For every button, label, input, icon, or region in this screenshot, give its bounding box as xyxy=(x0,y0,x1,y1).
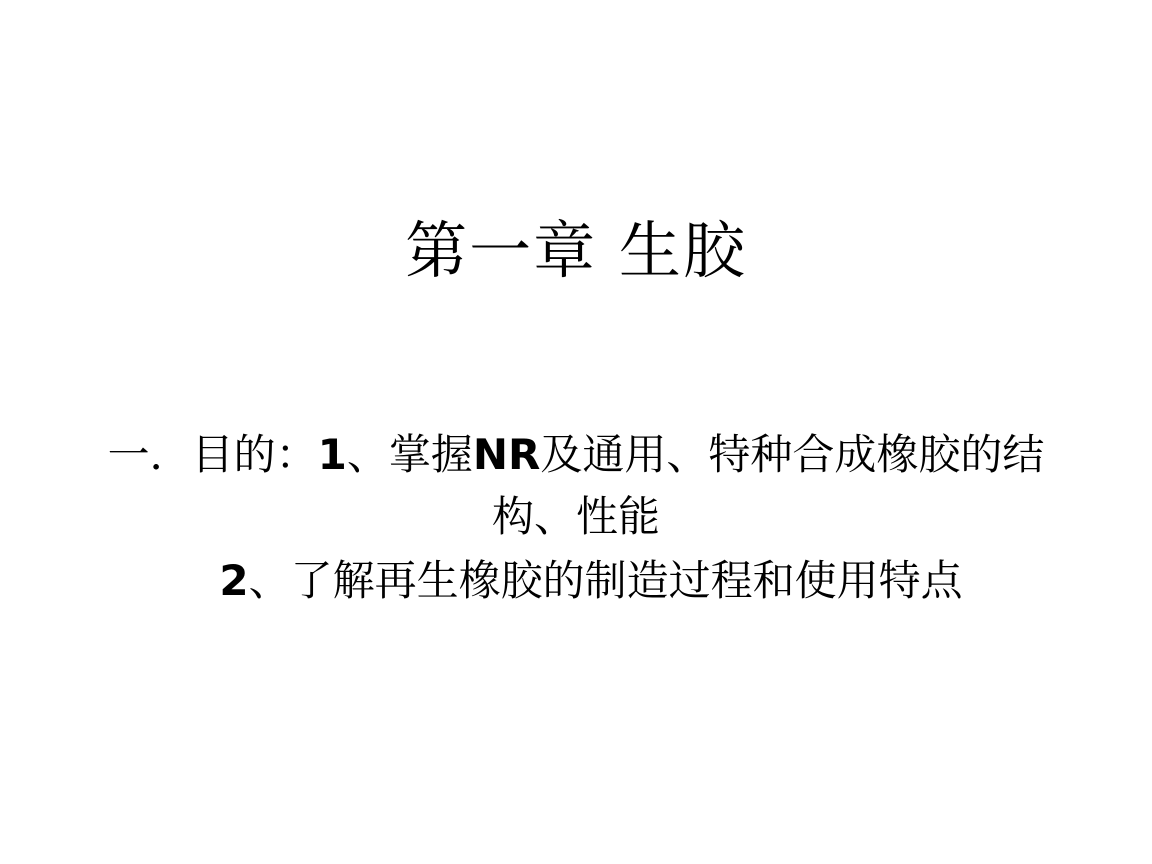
slide-body xyxy=(80,424,1072,614)
objective-2-number: 2 xyxy=(219,556,249,606)
objective-item-2 xyxy=(80,550,1072,612)
objective-1-latin-term: NR xyxy=(472,430,541,479)
objective-item-1 xyxy=(80,424,1072,548)
page-title: 第一章 生胶 xyxy=(405,214,747,287)
objective-1-number: 1 xyxy=(317,430,347,479)
objective-1-text-b: 及通用、特种合成橡胶的结构、性能 xyxy=(491,430,1045,542)
objective-marker: 一．目的： xyxy=(107,430,318,479)
objective-2-text: 、了解再生橡胶的制造过程和使用特点 xyxy=(248,556,963,606)
objective-1-text-a: 、掌握 xyxy=(346,430,473,479)
